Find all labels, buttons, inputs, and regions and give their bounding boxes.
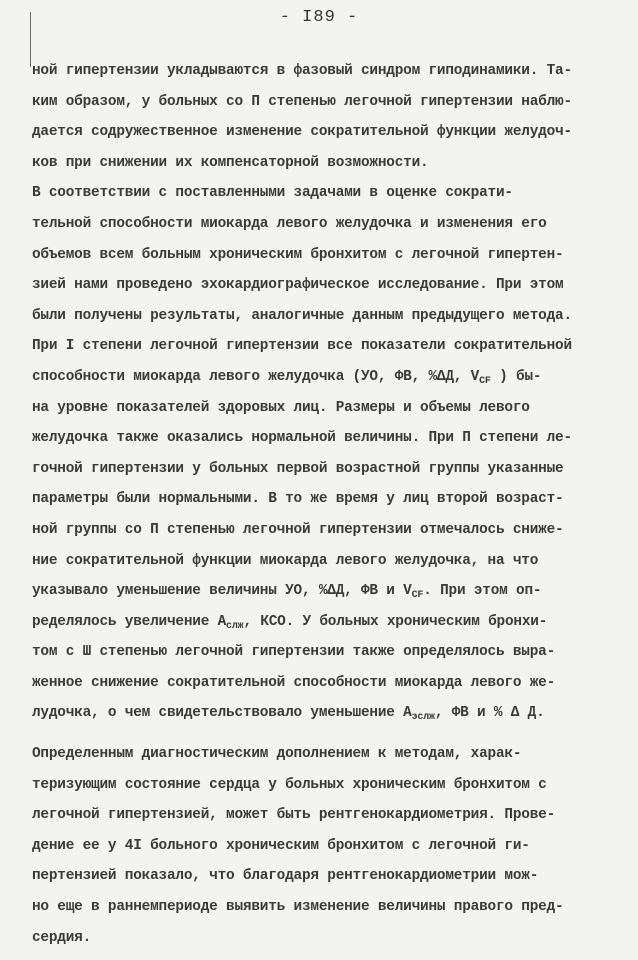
- text-line: зией нами проведено эхокардиографическое исследование. При этом: [32, 277, 564, 294]
- text-segment: лудочка, о чем свидетельствовало уменьшение А: [32, 705, 412, 722]
- text-segment: способности миокарда левого желудочка (УО, ФВ, %ΔД, V: [32, 368, 480, 385]
- text-line: объемов всем больным хроническим бронхитом с легочной гипертен-: [32, 246, 564, 263]
- text-line: В соответствии с поставленными задачами в оценке сократи-: [32, 185, 513, 202]
- text-line: желудочка также оказались нормальной величины. При П степени ле-: [32, 430, 572, 447]
- text-line: ние сократительной функции миокарда левого желудочка, на что: [32, 552, 539, 569]
- text-segment: указывало уменьшение величины УО, %ΔД, ФВ и V: [32, 583, 412, 600]
- text-line: тельной способности миокарда левого желудочка и изменения его: [32, 215, 547, 232]
- text-line: пертензией показало, что благодаря рентгенокардиометрии мож-: [32, 868, 539, 885]
- text-segment: , КСО. У больных хроническим бронхи-: [243, 613, 548, 630]
- text-line: ков при снижении их компенсаторной возможности.: [32, 154, 429, 171]
- subscript: CF: [479, 375, 491, 387]
- text-segment: , ФВ и % Δ Д.: [434, 705, 545, 722]
- text-line: были получены результаты, аналогичные данным предыдущего метода.: [32, 307, 572, 324]
- text-line: [32, 362, 607, 393]
- text-line: [32, 698, 607, 729]
- text-line: Определенным диагностическим дополнением к методам, харак-: [32, 746, 522, 763]
- text-line: гочной гипертензии у больных первой возрастной группы указанные: [32, 460, 564, 477]
- text-line: но еще в раннемпериоде выявить изменение величины правого пред-: [32, 899, 564, 916]
- text-line: ким образом, у больных со П степенью легочной гипертензии наблю-: [32, 93, 572, 110]
- text-line: [32, 576, 607, 607]
- text-segment: . При этом оп-: [423, 583, 542, 600]
- text-line: том с Ш степенью легочной гипертензии также определялось выра-: [32, 644, 556, 661]
- text-segment: ) бы-: [490, 368, 542, 385]
- text-line: женное снижение сократительной способности миокарда левого же-: [32, 674, 556, 691]
- text-line: сердия.: [32, 929, 92, 946]
- text-line: При I степени легочной гипертензии все показатели сократительной: [32, 338, 572, 355]
- text-line: [32, 607, 607, 638]
- subscript: эслж: [411, 712, 435, 724]
- subscript: CF: [411, 590, 424, 602]
- text-line: легочной гипертензией, может быть рентгенокардиометрия. Прове-: [32, 807, 556, 824]
- subscript: слж: [226, 620, 244, 632]
- text-line: ной гипертензии укладываются в фазовый синдром гиподинамики. Та-: [32, 63, 572, 79]
- text-line: дение ее у 4I больного хроническим бронхитом с легочной ги-: [32, 837, 530, 854]
- body-text: [32, 56, 607, 953]
- text-line: дается содружественное изменение сократительной функции желудоч-: [32, 124, 572, 141]
- text-segment: ределялось увеличение А: [32, 613, 227, 630]
- text-line: на уровне показателей здоровых лиц. Размеры и объемы левого: [32, 399, 530, 416]
- text-line: ной группы со П степенью легочной гипертензии отмечалось сниже-: [32, 521, 564, 538]
- text-line: теризующим состояние сердца у больных хроническим бронхитом с: [32, 776, 547, 793]
- page-number: - I89 -: [279, 8, 359, 27]
- text-line: параметры были нормальными. В то же время у лиц второй возраст-: [32, 491, 564, 508]
